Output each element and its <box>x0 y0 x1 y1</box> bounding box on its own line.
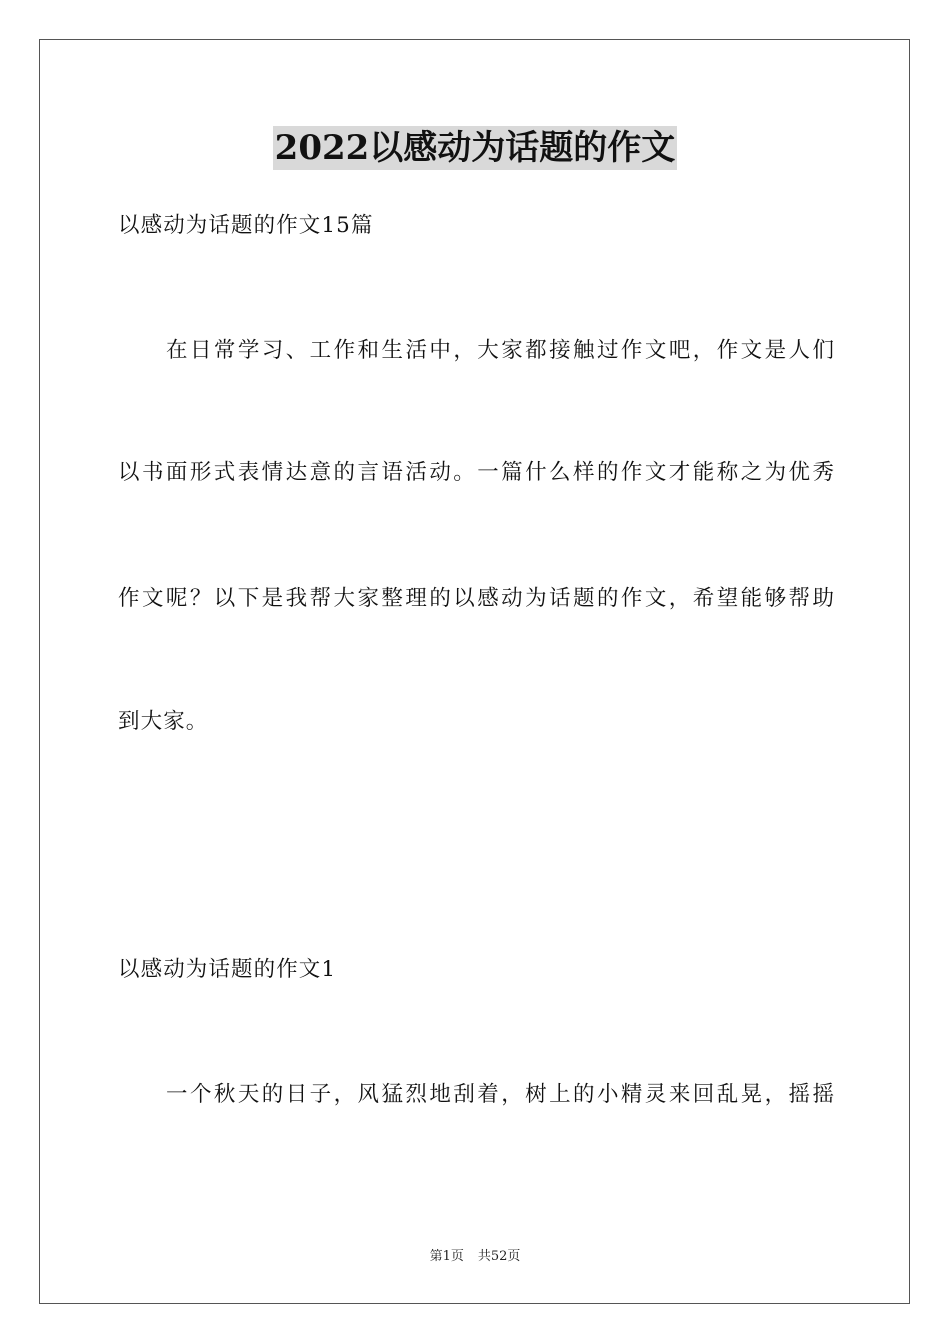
page-number: 第1页 <box>429 1249 464 1264</box>
intro-line-3: 作文呢？以下是我帮大家整理的以感动为话题的作文，希望能够帮助 <box>118 586 834 611</box>
title-container <box>0 126 950 170</box>
page-footer <box>0 1248 950 1266</box>
section-heading: 以感动为话题的作文1 <box>118 957 337 982</box>
section-line-1: 一个秋天的日子，风猛烈地刮着，树上的小精灵来回乱晃，摇摇 <box>166 1082 834 1107</box>
page-total: 共52页 <box>477 1249 521 1264</box>
document-title: 2022以感动为话题的作文 <box>274 128 676 168</box>
intro-line-4: 到大家。 <box>118 709 209 734</box>
document-subtitle: 以感动为话题的作文15篇 <box>118 213 374 238</box>
intro-line-2: 以书面形式表情达意的言语活动。一篇什么样的作文才能称之为优秀 <box>118 460 834 485</box>
intro-line-1: 在日常学习、工作和生活中，大家都接触过作文吧，作文是人们 <box>166 338 834 363</box>
